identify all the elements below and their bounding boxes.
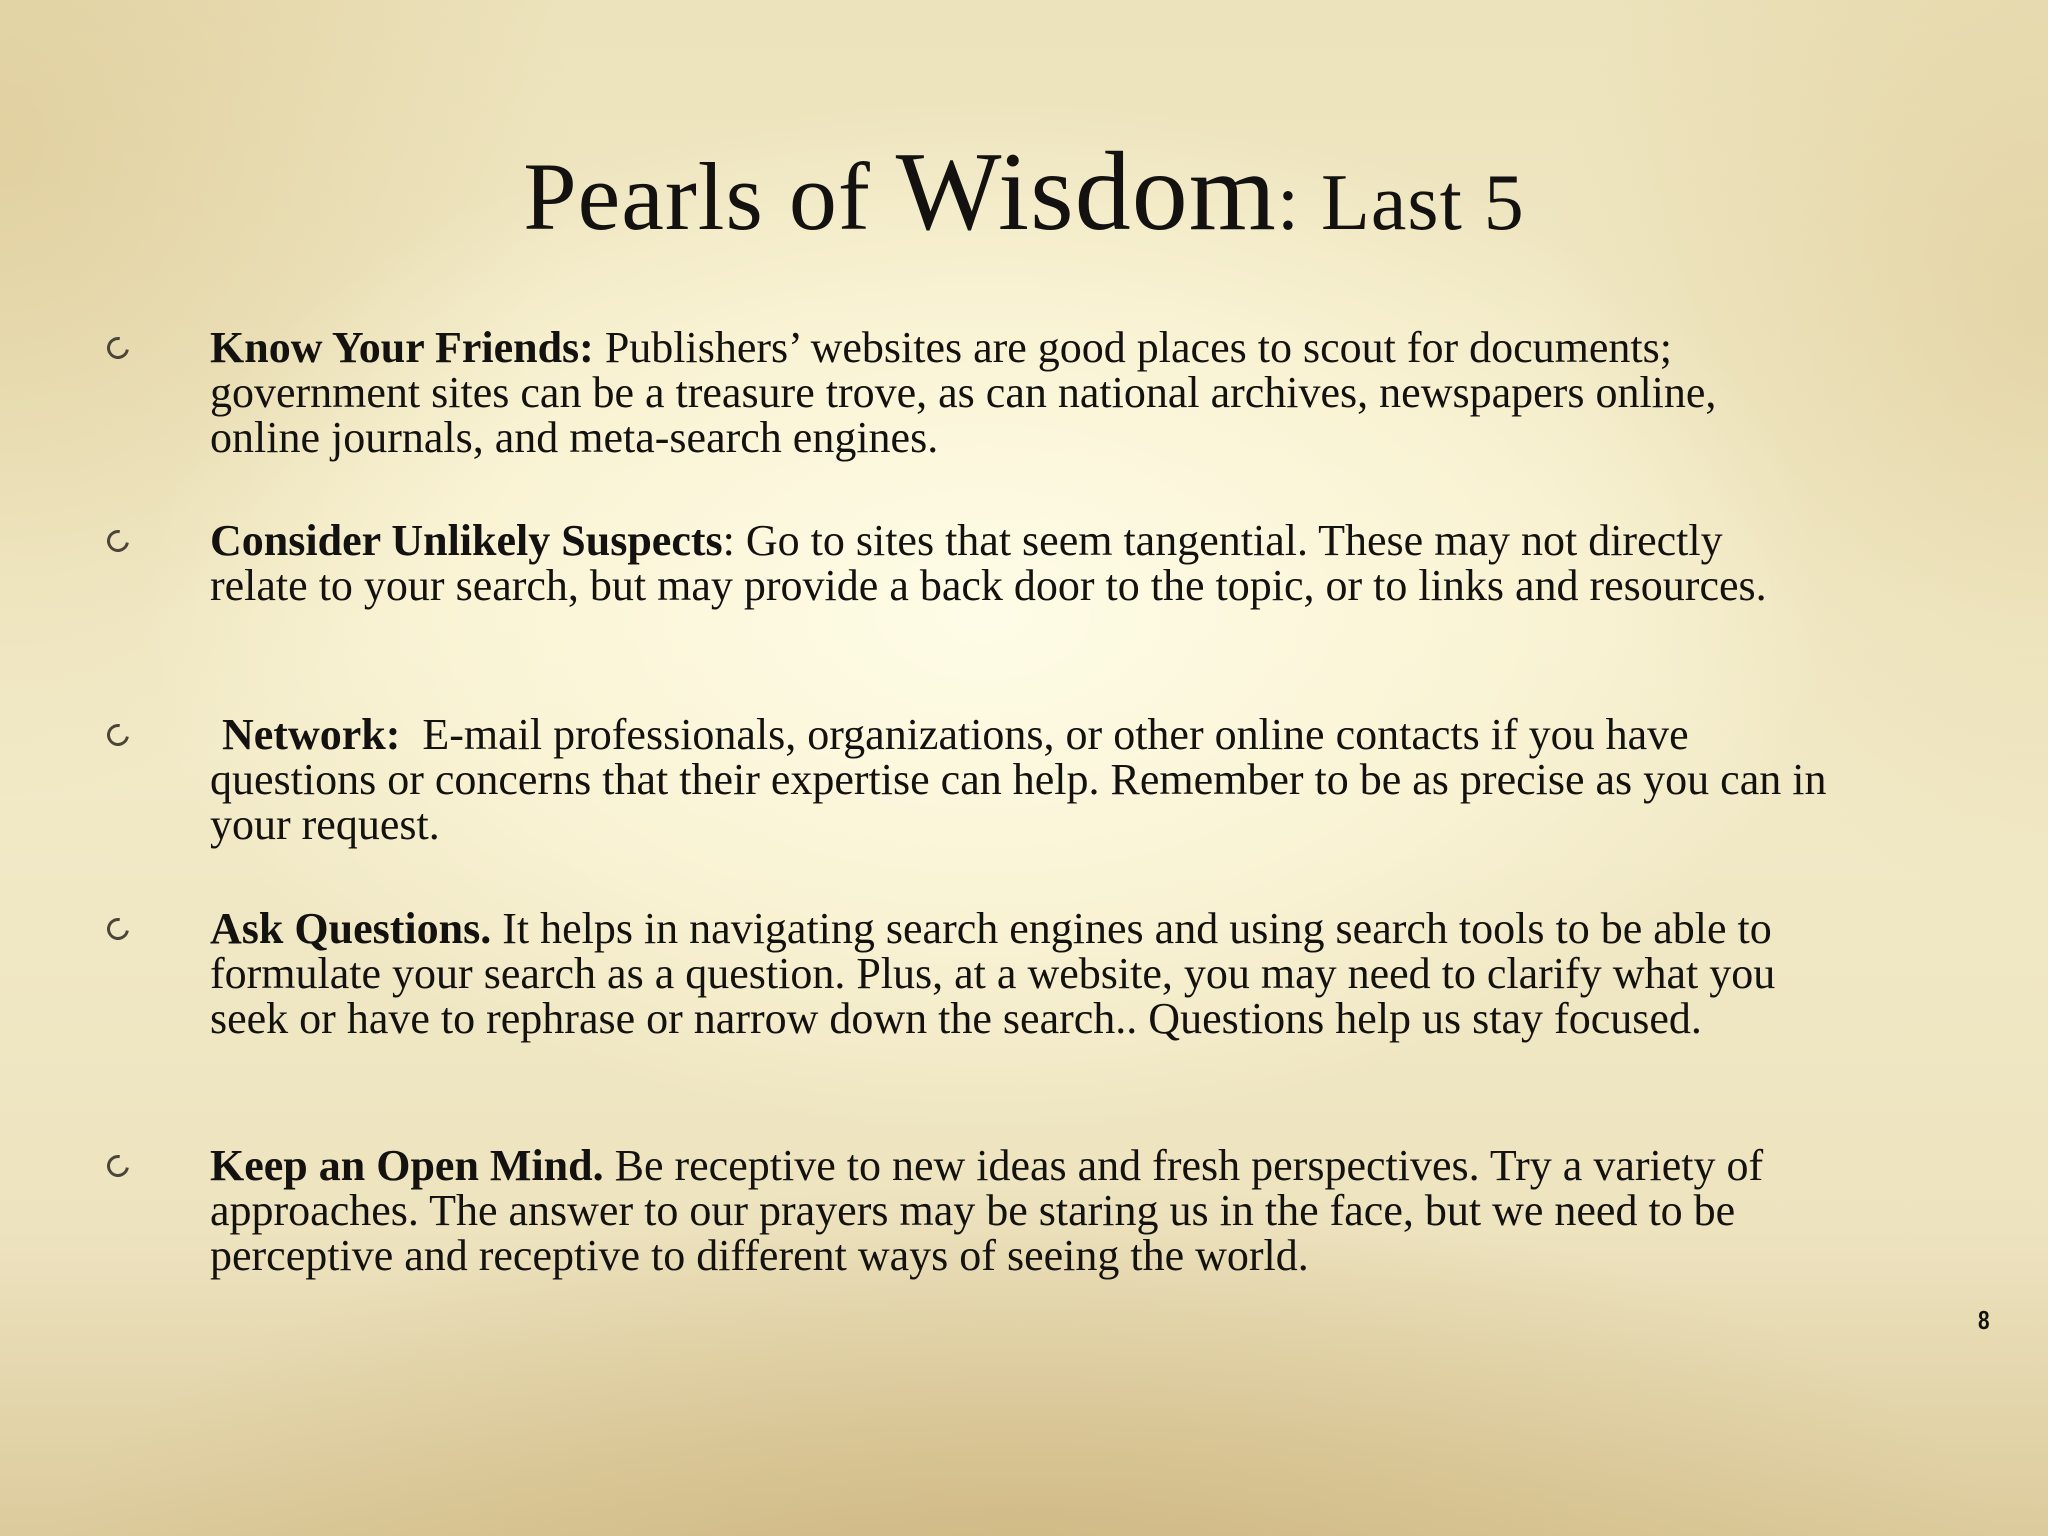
circle-bullet-icon: [103, 720, 134, 751]
bullet-text: : Go to sites that seem tangential. These may not directly relate to your search, but may provide a back door to the topic, or to links and resources.: [210, 516, 1767, 610]
circle-bullet-icon: [103, 914, 134, 945]
bullet-lead: Consider Unlikely Suspects: [210, 516, 723, 565]
bullet-item-know-your-friends: [210, 325, 1830, 460]
slide-title: [0, 128, 2048, 257]
circle-bullet-icon: [103, 526, 134, 557]
bullet-text: Publishers’ websites are good places to scout for documents; government sites can be a treasure trove, as can national archives, newspapers online, online journals, and meta-search engines.: [210, 323, 1717, 462]
bullet-lead: Network:: [222, 710, 401, 759]
title-part-pearls: Pearls of: [523, 143, 896, 250]
bullet-text: E-mail professionals, organizations, or other online contacts if you have questions or concerns that their expertise can help. Remember to be as precise as you can in your request.: [210, 710, 1838, 849]
bullet-lead: Keep an Open Mind.: [210, 1141, 604, 1190]
bullet-item-keep-an-open-mind: [210, 1143, 1830, 1278]
bullet-text: Be receptive to new ideas and fresh perspectives. Try a variety of approaches. The answer to our prayers may be staring us in the face, but we need to be perceptive and receptive to different ways of seeing the world.: [210, 1141, 1764, 1280]
bullet-item-ask-questions: [210, 906, 1830, 1041]
circle-bullet-icon: [103, 1151, 134, 1182]
title-part-wisdom: Wisdom: [895, 130, 1277, 254]
bullet-lead: Know Your Friends:: [210, 323, 594, 372]
circle-bullet-icon: [103, 333, 134, 364]
bullet-item-consider-unlikely-suspects: [210, 518, 1830, 608]
title-part-last5: : Last 5: [1276, 159, 1525, 247]
bullet-item-network: [210, 710, 1838, 849]
bullet-text: It helps in navigating search engines and using search tools to be able to formulate your search as a question. Plus, at a website, you may need to clarify what you seek or have to rephrase or narrow down the search.. Questions help us stay focused.: [210, 904, 1776, 1043]
bullet-lead: Ask Questions.: [210, 904, 492, 953]
page-number: 8: [1978, 1305, 1990, 1335]
